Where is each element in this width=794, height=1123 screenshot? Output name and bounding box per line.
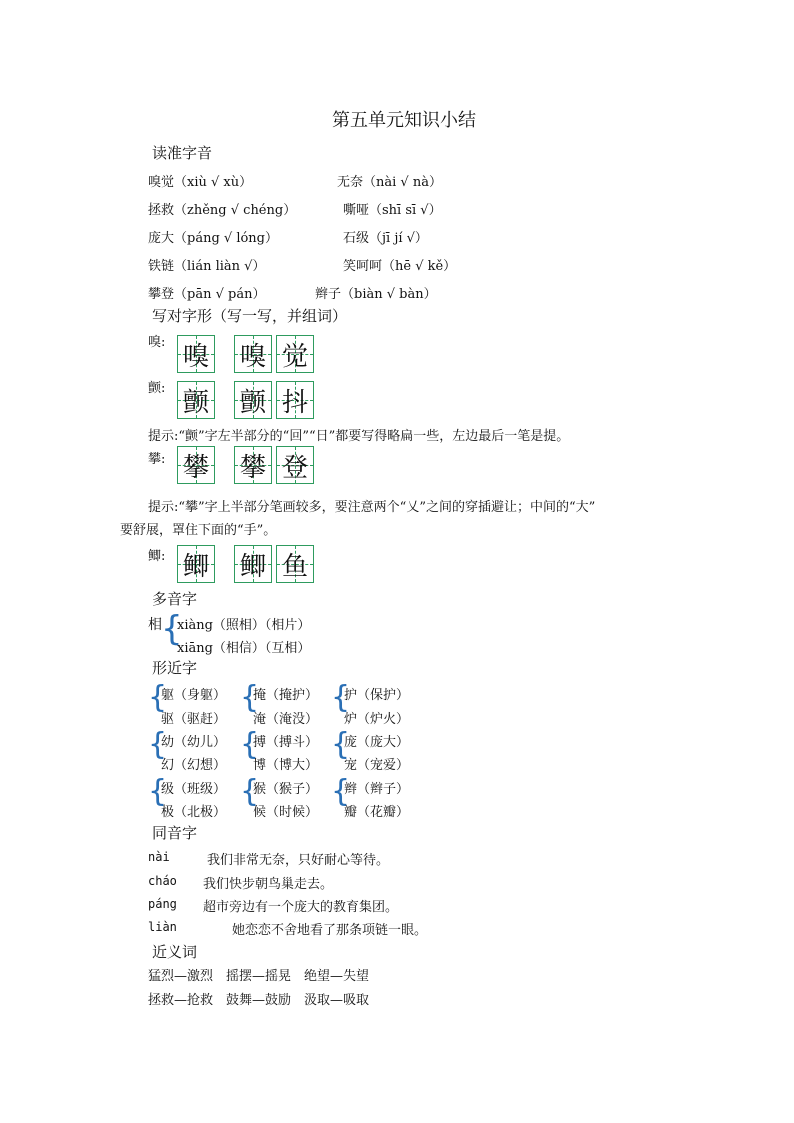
similar-item: 躯（身躯） — [161, 688, 227, 703]
synonym-row: 拯救—抢救 鼓舞—鼓励 汲取—吸取 — [148, 993, 370, 1008]
brace-icon: { — [331, 774, 351, 809]
brace-icon: { — [148, 774, 168, 809]
similar-item: 淹（淹没） — [253, 712, 319, 727]
section-writing: 写对字形（写一写，并组词） — [152, 307, 348, 325]
writing-box: 鲫 — [177, 545, 215, 583]
pron-row: 嗅觉（xiù √ xù） — [148, 175, 253, 190]
writing-box: 登 — [276, 446, 314, 484]
brace-icon: { — [331, 727, 351, 762]
writing-box: 攀 — [177, 446, 215, 484]
homophone-pinyin: liàn — [148, 920, 177, 934]
pron-row: 拯救（zhěng √ chéng） — [148, 203, 297, 218]
homophone-pinyin: nài — [148, 850, 170, 864]
pron-row: 石级（jī jí √） — [343, 231, 428, 246]
pron-row: 攀登（pān √ pán） — [148, 287, 266, 302]
polyphone-line: xiāng（相信）（互相） — [177, 641, 311, 656]
section-homophone: 同音字 — [152, 824, 198, 842]
similar-item: 猴（猴子） — [253, 782, 319, 797]
writing-box: 鲫 — [234, 545, 272, 583]
similar-item: 搏（搏斗） — [253, 735, 319, 750]
pron-row: 辫子（biàn √ bàn） — [315, 287, 437, 302]
synonym-row: 猛烈—激烈 摇摆—摇晃 绝望—失望 — [148, 969, 370, 984]
writing-box: 嗅 — [177, 335, 215, 373]
section-synonym: 近义词 — [152, 943, 198, 961]
similar-item: 瓣（花瓣） — [344, 805, 410, 820]
pron-row: 嘶哑（shī sī √） — [343, 203, 442, 218]
brace-icon: { — [148, 727, 168, 762]
writing-box: 攀 — [234, 446, 272, 484]
writing-box: 抖 — [276, 381, 314, 419]
tip-text: 要舒展，罩住下面的“手”。 — [120, 523, 277, 538]
similar-item: 极（北极） — [161, 805, 227, 820]
brace-icon: { — [148, 680, 168, 715]
similar-item: 掩（掩护） — [253, 688, 319, 703]
writing-label: 颤: — [148, 381, 166, 396]
writing-label: 鲫: — [148, 549, 166, 564]
similar-item: 候（时候） — [253, 805, 319, 820]
similar-item: 护（保护） — [344, 688, 410, 703]
writing-box: 颤 — [177, 381, 215, 419]
similar-item: 宠（宠爱） — [344, 758, 410, 773]
writing-label: 嗅: — [148, 335, 166, 350]
writing-box: 觉 — [276, 335, 314, 373]
brace-icon: { — [240, 774, 260, 809]
writing-label: 攀: — [148, 452, 166, 467]
brace-icon: { — [161, 609, 183, 649]
similar-item: 博（博大） — [253, 758, 319, 773]
writing-box: 嗅 — [234, 335, 272, 373]
pron-row: 庞大（páng √ lóng） — [148, 231, 278, 246]
tip-text: 提示:“颤”字左半部分的“回”“日”都要写得略扁一些，左边最后一笔是提。 — [148, 429, 570, 444]
similar-item: 幻（幻想） — [161, 758, 227, 773]
homophone-pinyin: páng — [148, 897, 177, 911]
writing-box: 鱼 — [276, 545, 314, 583]
similar-item: 庞（庞大） — [344, 735, 410, 750]
homophone-sentence: 超市旁边有一个庞大的教育集团。 — [203, 900, 399, 915]
section-pronunciation: 读准字音 — [152, 144, 213, 162]
section-similar-shape: 形近字 — [152, 659, 198, 677]
homophone-sentence: 我们非常无奈，只好耐心等待。 — [207, 853, 390, 868]
page-title: 第五单元知识小结 — [332, 110, 476, 131]
similar-item: 炉（炉火） — [344, 712, 410, 727]
pron-row: 铁链（lián liàn √） — [148, 259, 266, 274]
writing-box: 颤 — [234, 381, 272, 419]
tip-text: 提示:“攀”字上半部分笔画较多，要注意两个“乂”之间的穿插避让；中间的“大” — [148, 500, 596, 515]
pron-row: 笑呵呵（hē √ kě） — [343, 259, 457, 274]
homophone-sentence: 我们快步朝鸟巢走去。 — [203, 877, 334, 892]
brace-icon: { — [240, 680, 260, 715]
brace-icon: { — [240, 727, 260, 762]
homophone-sentence: 她恋恋不舍地看了那条项链一眼。 — [232, 923, 428, 938]
similar-item: 辫（辫子） — [344, 782, 410, 797]
homophone-pinyin: cháo — [148, 874, 177, 888]
brace-icon: { — [331, 680, 351, 715]
polyphone-line: xiàng（照相）（相片） — [177, 618, 311, 633]
similar-item: 幼（幼儿） — [161, 735, 227, 750]
pron-row: 无奈（nài √ nà） — [337, 175, 442, 190]
similar-item: 级（班级） — [161, 782, 227, 797]
section-polyphone: 多音字 — [152, 590, 198, 608]
polyphone-char: 相 — [148, 617, 162, 633]
similar-item: 驱（驱赶） — [161, 712, 227, 727]
